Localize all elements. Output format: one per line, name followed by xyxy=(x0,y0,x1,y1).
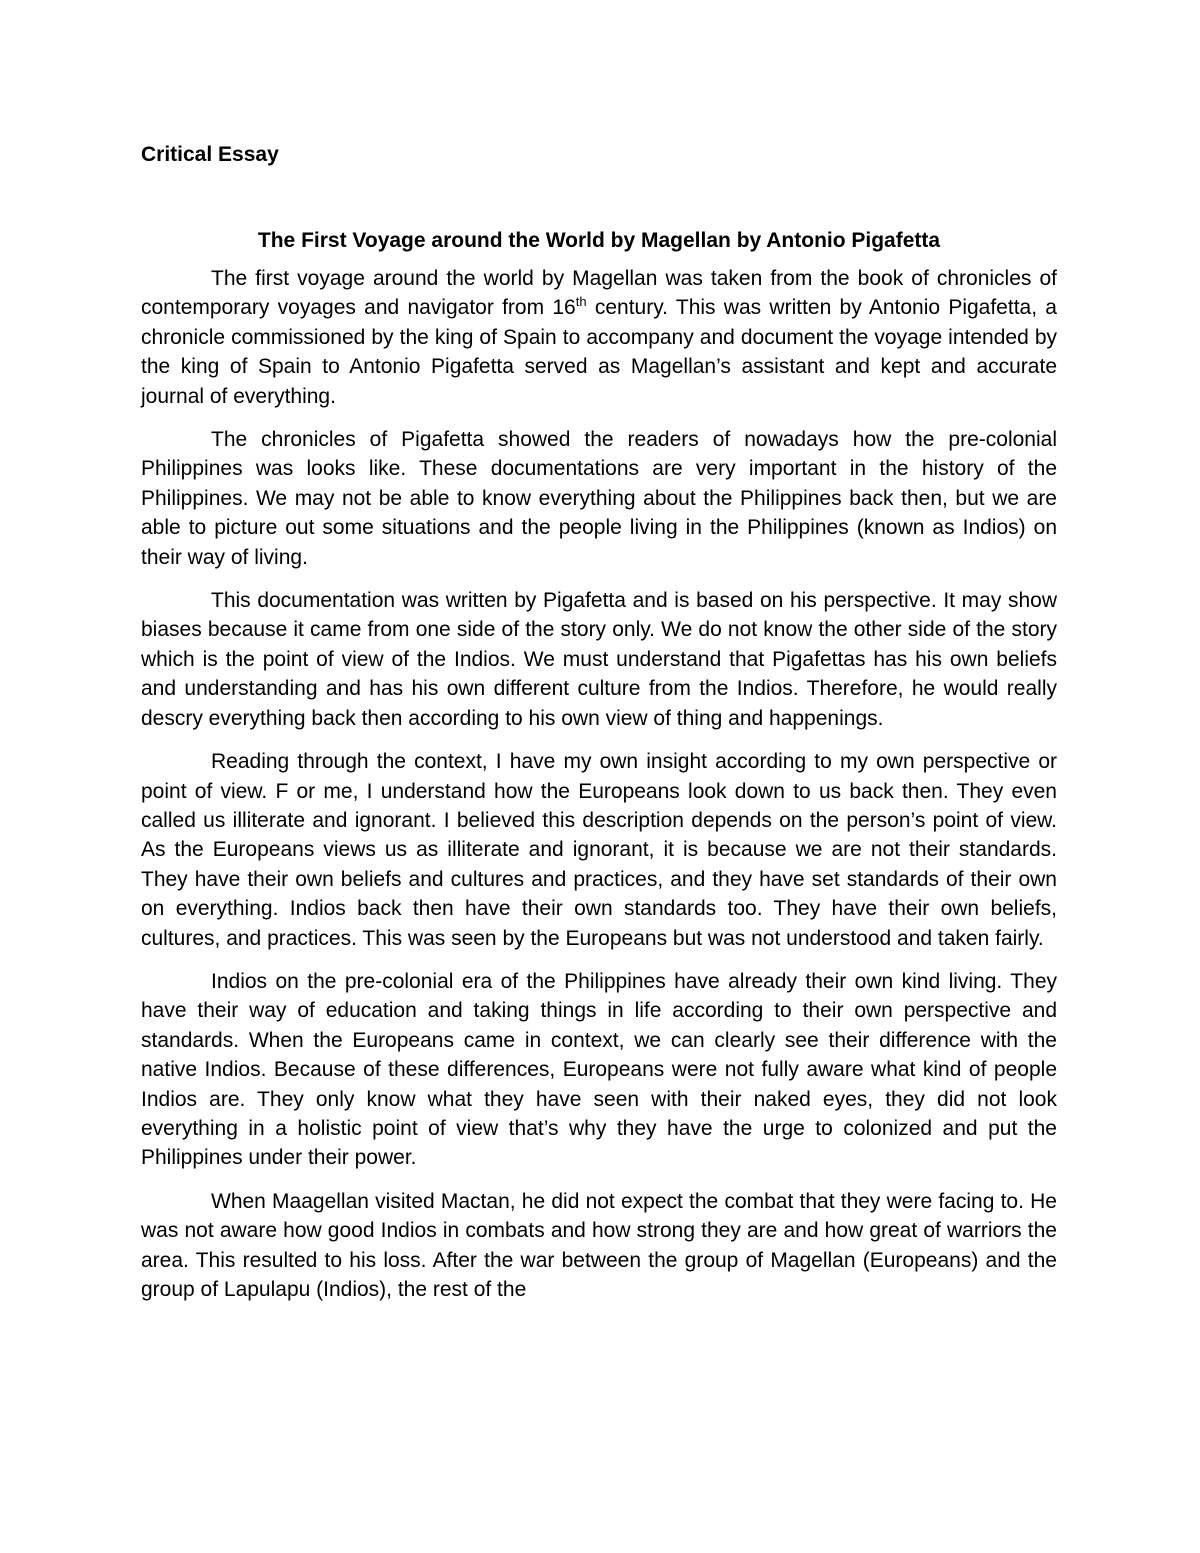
paragraph-6: When Maagellan visited Mactan, he did not expect the combat that they were facing to. He was not aware how good Indios in combats and how strong they are and how great of warriors the area. This resulted to his loss. After the war between the group of Magellan (Europeans) and the group of Lapulapu (Indios), the rest of the xyxy=(141,1189,1057,1301)
ordinal-superscript: th xyxy=(575,294,587,310)
essay-title: The First Voyage around the World by Magellan by Antonio Pigafetta xyxy=(257,229,941,252)
document-content xyxy=(141,138,1057,1318)
paragraph-1-text-b: century. This was written by Antonio Pigafetta, a chronicle commissioned by the king of Spain to accompany and document the voyage intended by the king of Spain to Antonio Pigafetta served as Magellan’s assistant and kept and accurate journal of everything. xyxy=(141,296,1057,408)
document-label: Critical Essay xyxy=(141,143,279,166)
paragraph-1-text-a: The first voyage around the world by Magellan was taken from the book of chronicles of contemporary voyages and navigator from 16 xyxy=(141,267,1057,320)
paragraph-1 xyxy=(141,264,1057,411)
paragraph-2: The chronicles of Pigafetta showed the readers of nowadays how the pre-colonial Philippines was looks like. These documentations are very important in the history of the Philippines. We may not be able to know everything about the Philippines back then, but we are able to picture out some situations and the people living in the Philippines (known as Indios) on their way of living. xyxy=(141,428,1057,569)
paragraph-5: Indios on the pre-colonial era of the Philippines have already their own kind living. They have their way of education and taking things in life according to their own perspective and standards. When the Europeans came in context, we can clearly see their difference with the native Indios. Because of these differences, Europeans were not fully aware what kind of people Indios are. They only know what they have seen with their naked eyes, they did not look everything in a holistic point of view that’s why they have the urge to colonized and put the Philippines under their power. xyxy=(141,969,1057,1170)
paragraph-3: This documentation was written by Pigafetta and is based on his perspective. It may show biases because it came from one side of the story only. We do not know the other side of the story which is the point of view of the Indios. We must understand that Pigafettas has his own beliefs and understanding and has his own different culture from the Indios. Therefore, he would really descry everything back then according to his own view of thing and happenings. xyxy=(141,589,1057,730)
paragraph-4: Reading through the context, I have my own insight according to my own perspective or point of view. F or me, I understand how the Europeans look down to us back then. They even called us illiterate and ignorant. I believed this description depends on the person’s point of view. As the Europeans views us as illiterate and ignorant, it is because we are not their standards. They have their own beliefs and cultures and practices, and they have set standards of their own on everything. Indios back then have their own standards too. They have their own beliefs, cultures, and practices. This was seen by the Europeans but was not understood and taken fairly. xyxy=(141,750,1057,950)
